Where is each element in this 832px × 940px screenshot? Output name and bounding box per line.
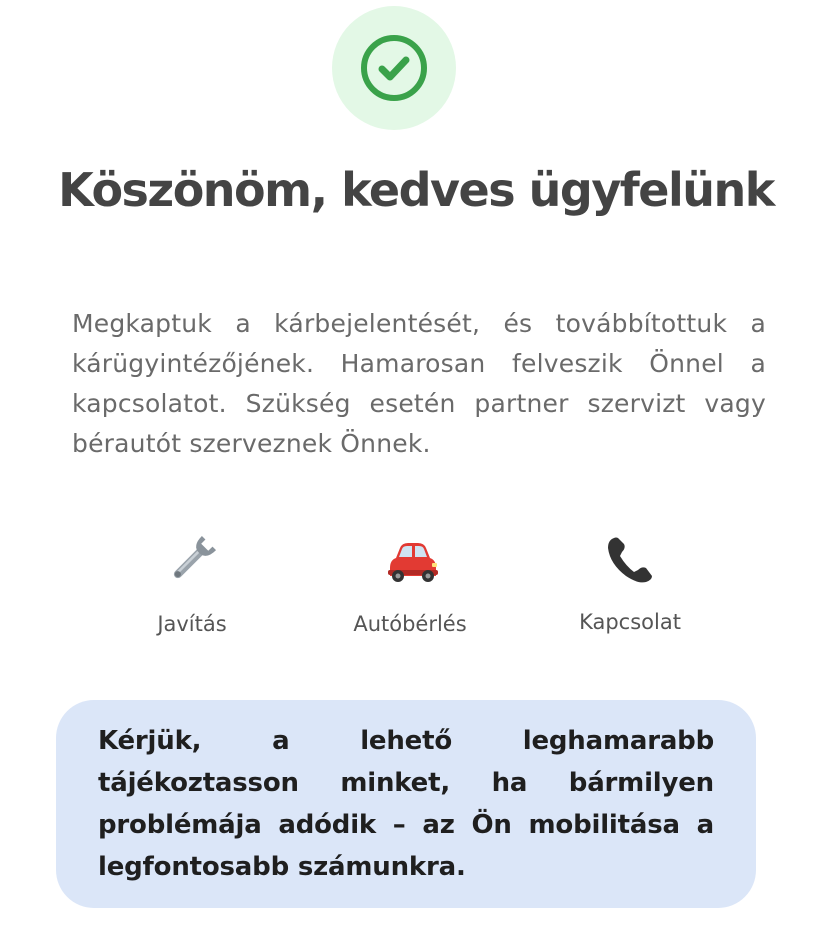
service-car-rental-label: Autóbérlés	[353, 612, 467, 636]
wrench-icon	[162, 530, 222, 590]
confirmation-message: Megkaptuk a kárbejelentését, és továbbítottuk a kárügyintézőjének. Hamarosan felveszik Önnel a kapcsolatot. Szükség esetén partner szervizt vagy bérautót szerveznek Önnek.	[72, 309, 766, 458]
page-title: Köszönöm, kedves ügyfelünk	[58, 163, 774, 217]
service-car-rental[interactable]	[310, 530, 510, 638]
notice-text: Kérjük, a lehető leghamarabb tájékoztasson minket, ha bármilyen problémája adódik – az Ön mobilitása a legfontosabb számunkra.	[98, 726, 714, 882]
check-circle-icon	[359, 33, 429, 103]
notice-box	[56, 700, 756, 908]
service-options	[70, 530, 750, 655]
car-icon	[380, 530, 440, 590]
service-contact-label: Kapcsolat	[579, 610, 681, 634]
service-repair-label: Javítás	[157, 612, 227, 636]
service-repair[interactable]	[92, 530, 292, 638]
phone-icon	[600, 530, 660, 590]
service-contact[interactable]	[530, 530, 730, 636]
success-badge	[332, 6, 456, 130]
